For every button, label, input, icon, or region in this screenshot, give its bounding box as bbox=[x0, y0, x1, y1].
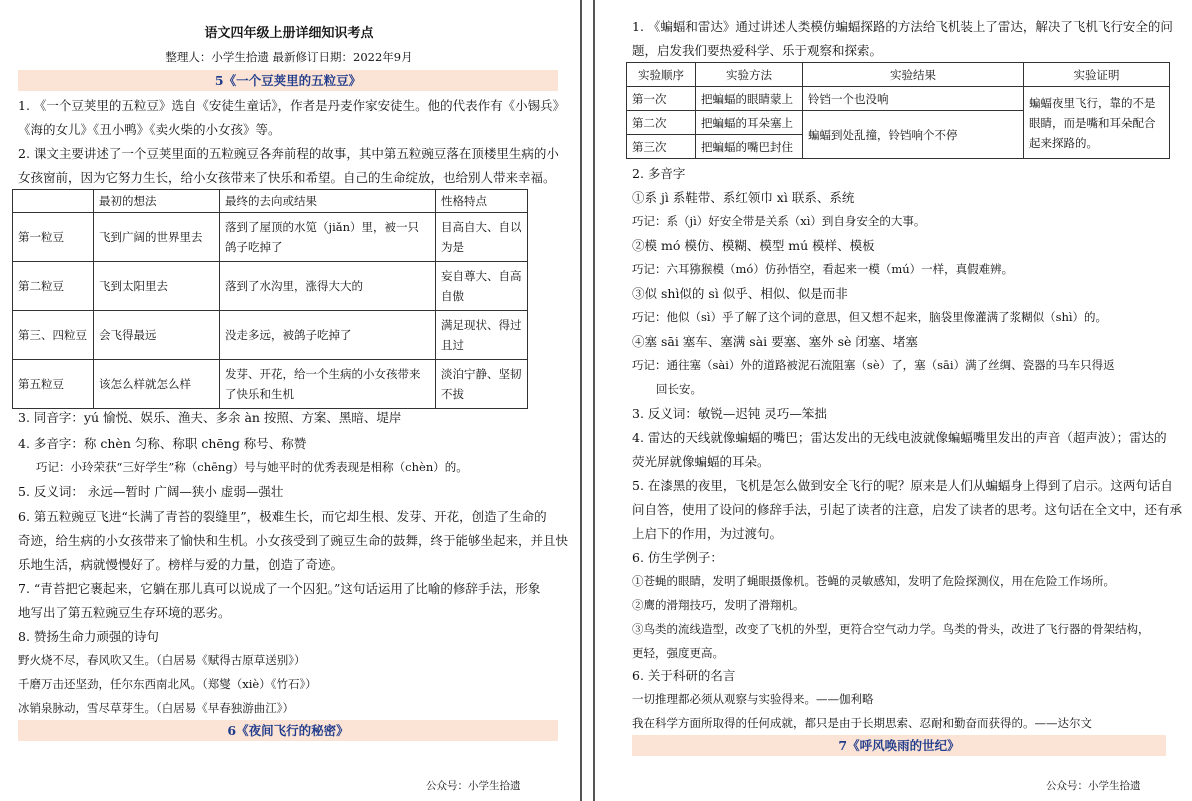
peas-table bbox=[12, 189, 528, 409]
text-line: 问自答，使用了设问的修辞手法，引起了读者的注意，启发了读者的思考。这句话在全文中，还有承 bbox=[632, 502, 1183, 517]
mnemonic-line: 巧记：通往塞（sài）外的道路被泥石流阻塞（sè）了，塞（sāi）满了丝绸、瓷器的马车只得返 bbox=[632, 358, 1115, 372]
table-cell: 第一次 bbox=[627, 87, 696, 111]
table-header: 实验顺序 bbox=[627, 63, 696, 87]
page-footer: 公众号：小学生拾遗 bbox=[1046, 780, 1141, 792]
table-row bbox=[13, 262, 528, 311]
page-footer: 公众号：小学生拾遗 bbox=[426, 780, 521, 792]
mnemonic-line: 巧记：六耳猕猴模（mó）仿孙悟空，看起来一模（mú）一样，真假难辨。 bbox=[632, 262, 1014, 276]
table-cell: 会飞得最远 bbox=[94, 311, 220, 360]
table-cell: 落到了屋顶的水笕（jiǎn）里，被一只鸽子吃掉了 bbox=[220, 213, 436, 262]
table-cell: 把蝙蝠的耳朵塞上 bbox=[696, 111, 803, 135]
table-cell: 第二次 bbox=[627, 111, 696, 135]
table-row bbox=[627, 87, 1170, 111]
page-title: 语文四年级上册详细知识考点 bbox=[204, 26, 374, 41]
text-line: 6. 仿生学例子： bbox=[632, 550, 723, 565]
section-band-7: 7《呼风唤雨的世纪》 bbox=[632, 735, 1166, 756]
text-line: 乐地生活，病就慢慢好了。榜样与爱的力量，创造了奇迹。 bbox=[18, 557, 344, 572]
text-line: 题，启发我们要热爱科学、乐于观察和探索。 bbox=[632, 43, 883, 58]
mnemonic-line: 回长安。 bbox=[656, 382, 702, 396]
table-cell: 淡泊宁静、坚韧不拔 bbox=[436, 360, 528, 409]
table-cell: 把蝙蝠的嘴巴封住 bbox=[696, 135, 803, 159]
table-cell: 没走多远，被鸽子吃掉了 bbox=[220, 311, 436, 360]
table-cell: 飞到广阔的世界里去 bbox=[94, 213, 220, 262]
text-line: ③鸟类的流线造型，改变了飞机的外型，更符合空气动力学。鸟类的骨头，改进了飞行器的骨架结构， bbox=[632, 622, 1150, 636]
text-line: 5. 在漆黑的夜里，飞机是怎么做到安全飞行的呢？原来是人们从蝙蝠身上得到了启示。这两句话自 bbox=[632, 478, 1173, 493]
table-cell: 第二粒豆 bbox=[13, 262, 94, 311]
poem-line: 千磨万击还坚劲，任尔东西南北风。（郑燮（xiè）《竹石》） bbox=[18, 677, 317, 691]
text-line: 女孩窗前，因为它努力生长，给小女孩带来了快乐和希望。自己的生命绽放，也给别人带来幸福。 bbox=[18, 170, 556, 185]
gutter-line-right bbox=[593, 0, 595, 801]
quote-line: 一切推理都必须从观察与实验得来。——伽利略 bbox=[632, 692, 874, 706]
table-cell: 蝙蝠夜里飞行，靠的不是眼睛，而是嘴和耳朵配合起来探路的。 bbox=[1024, 87, 1170, 159]
text-line: 奇迹，给生病的小女孩带来了愉快和生机。小女孩受到了豌豆生命的鼓舞，终于能够坐起来，并且快 bbox=[18, 533, 569, 548]
text-line: ③似 shì似的 sì 似乎、相似、似是而非 bbox=[632, 286, 848, 301]
page-gutter bbox=[580, 0, 594, 801]
page-subtitle: 整理人：小学生拾遗 最新修订日期：2022年9月 bbox=[165, 50, 413, 64]
text-line: 2. 多音字 bbox=[632, 166, 686, 181]
left-page bbox=[0, 0, 578, 801]
bat-experiment-table bbox=[626, 62, 1170, 159]
table-cell: 第一粒豆 bbox=[13, 213, 94, 262]
text-line: 上启下的作用，为过渡句。 bbox=[632, 526, 783, 541]
mnemonic-line: 巧记：他似（sì）乎了解了这个词的意思，但又想不起来，脑袋里像灌满了浆糊似（shì）的。 bbox=[632, 310, 1108, 324]
table-cell: 该怎么样就怎么样 bbox=[94, 360, 220, 409]
table-header: 性格特点 bbox=[436, 190, 528, 213]
table-row bbox=[13, 311, 528, 360]
text-line: 荧光屏就像蝙蝠的耳朵。 bbox=[632, 454, 770, 469]
table-cell: 把蝙蝠的眼睛蒙上 bbox=[696, 87, 803, 111]
text-line: 4. 多音字：称 chèn 匀称、称职 chēng 称号、称赞 bbox=[18, 436, 307, 451]
text-line: ①苍蝇的眼睛，发明了蝇眼摄像机。苍蝇的灵敏感知，发明了危险探测仪，用在危险工作场所。 bbox=[632, 574, 1115, 588]
section-band-5: 5《一个豆荚里的五粒豆》 bbox=[18, 70, 558, 91]
text-line: 地写出了第五粒豌豆生存环境的恶劣。 bbox=[18, 605, 231, 620]
text-line: 2. 课文主要讲述了一个豆荚里面的五粒豌豆各奔前程的故事，其中第五粒豌豆落在顶楼里生病的小 bbox=[18, 146, 559, 161]
poem-line: 野火烧不尽，春风吹又生。（白居易《赋得古原草送别》） bbox=[18, 653, 306, 667]
table-row bbox=[13, 360, 528, 409]
text-line: 6. 第五粒豌豆飞进“长满了青苔的裂缝里”，极难生长，而它却生根、发芽、开花，创造了生命的 bbox=[18, 509, 547, 524]
text-line: 5. 反义词： 永远—暂时 广阔—狭小 虚弱—强壮 bbox=[18, 484, 284, 499]
table-cell: 妄自尊大、自高自傲 bbox=[436, 262, 528, 311]
table-cell: 蝙蝠到处乱撞，铃铛响个不停 bbox=[803, 111, 1024, 159]
poem-line: 冰销泉脉动，雪尽草芽生。（白居易《早春独游曲江》） bbox=[18, 701, 294, 715]
text-line: 4. 雷达的天线就像蝙蝠的嘴巴；雷达发出的无线电波就像蝙蝠嘴里发出的声音（超声波）；雷达的 bbox=[632, 430, 1167, 445]
table-cell: 飞到太阳里去 bbox=[94, 262, 220, 311]
mnemonic-line: 巧记：系（jì）好安全带是关系（xì）到自身安全的大事。 bbox=[632, 214, 926, 228]
table-cell: 铃铛一个也没响 bbox=[803, 87, 1024, 111]
text-line: 1. 《一个豆荚里的五粒豆》选自《安徒生童话》，作者是丹麦作家安徒生。他的代表作有《小锡兵》 bbox=[18, 98, 566, 113]
gutter-line-left bbox=[580, 0, 582, 801]
table-cell: 第三次 bbox=[627, 135, 696, 159]
text-line: 7. “青苔把它裹起来，它躺在那儿真可以说成了一个囚犯。”这句话运用了比喻的修辞手法，形象 bbox=[18, 581, 541, 596]
right-page bbox=[598, 0, 1192, 801]
text-line: 8. 赞扬生命力顽强的诗句 bbox=[18, 629, 159, 644]
text-line: ①系 jì 系鞋带、系红领巾 xì 联系、系统 bbox=[632, 190, 855, 205]
table-header: 最终的去向或结果 bbox=[220, 190, 436, 213]
table-header: 最初的想法 bbox=[94, 190, 220, 213]
table-header: 实验结果 bbox=[803, 63, 1024, 87]
text-line: 3. 反义词：敏锐—迟钝 灵巧—笨拙 bbox=[632, 406, 827, 421]
text-line: 6. 关于科研的名言 bbox=[632, 668, 736, 683]
quote-line: 我在科学方面所取得的任何成就，都只是由于长期思索、忍耐和勤奋而获得的。——达尔文 bbox=[632, 716, 1092, 730]
text-line: 1. 《蝙蝠和雷达》通过讲述人类模仿蝙蝠探路的方法给飞机装上了雷达，解决了飞机飞行安全的问 bbox=[632, 19, 1173, 34]
text-line: 3. 同音字：yú 愉悦、娱乐、渔夫、多余 àn 按照、方案、黑暗、堤岸 bbox=[18, 410, 402, 425]
table-header: 实验方法 bbox=[696, 63, 803, 87]
table-cell: 发芽、开花，给一个生病的小女孩带来了快乐和生机 bbox=[220, 360, 436, 409]
text-line: ④塞 sāi 塞车、塞满 sài 要塞、塞外 sè 闭塞、堵塞 bbox=[632, 334, 918, 349]
table-cell: 第五粒豆 bbox=[13, 360, 94, 409]
table-cell: 落到了水沟里，涨得大大的 bbox=[220, 262, 436, 311]
table-cell: 第三、四粒豆 bbox=[13, 311, 94, 360]
table-cell: 满足现状、得过且过 bbox=[436, 311, 528, 360]
table-cell: 目高自大、自以为是 bbox=[436, 213, 528, 262]
table-header: 实验证明 bbox=[1024, 63, 1170, 87]
table-header bbox=[13, 190, 94, 213]
text-line: ②模 mó 模仿、模糊、模型 mú 模样、模板 bbox=[632, 238, 875, 253]
mnemonic-line: 巧记：小玲荣获“三好学生”称（chēng）号与她平时的优秀表现是相称（chèn）的。 bbox=[36, 460, 468, 474]
text-line: ②鹰的滑翔技巧，发明了滑翔机。 bbox=[632, 598, 805, 612]
text-line: 《海的女儿》《丑小鸭》《卖火柴的小女孩》等。 bbox=[18, 122, 281, 137]
text-line: 更轻，强度更高。 bbox=[632, 646, 724, 660]
table-row bbox=[13, 213, 528, 262]
section-band-6: 6《夜间飞行的秘密》 bbox=[18, 720, 558, 741]
